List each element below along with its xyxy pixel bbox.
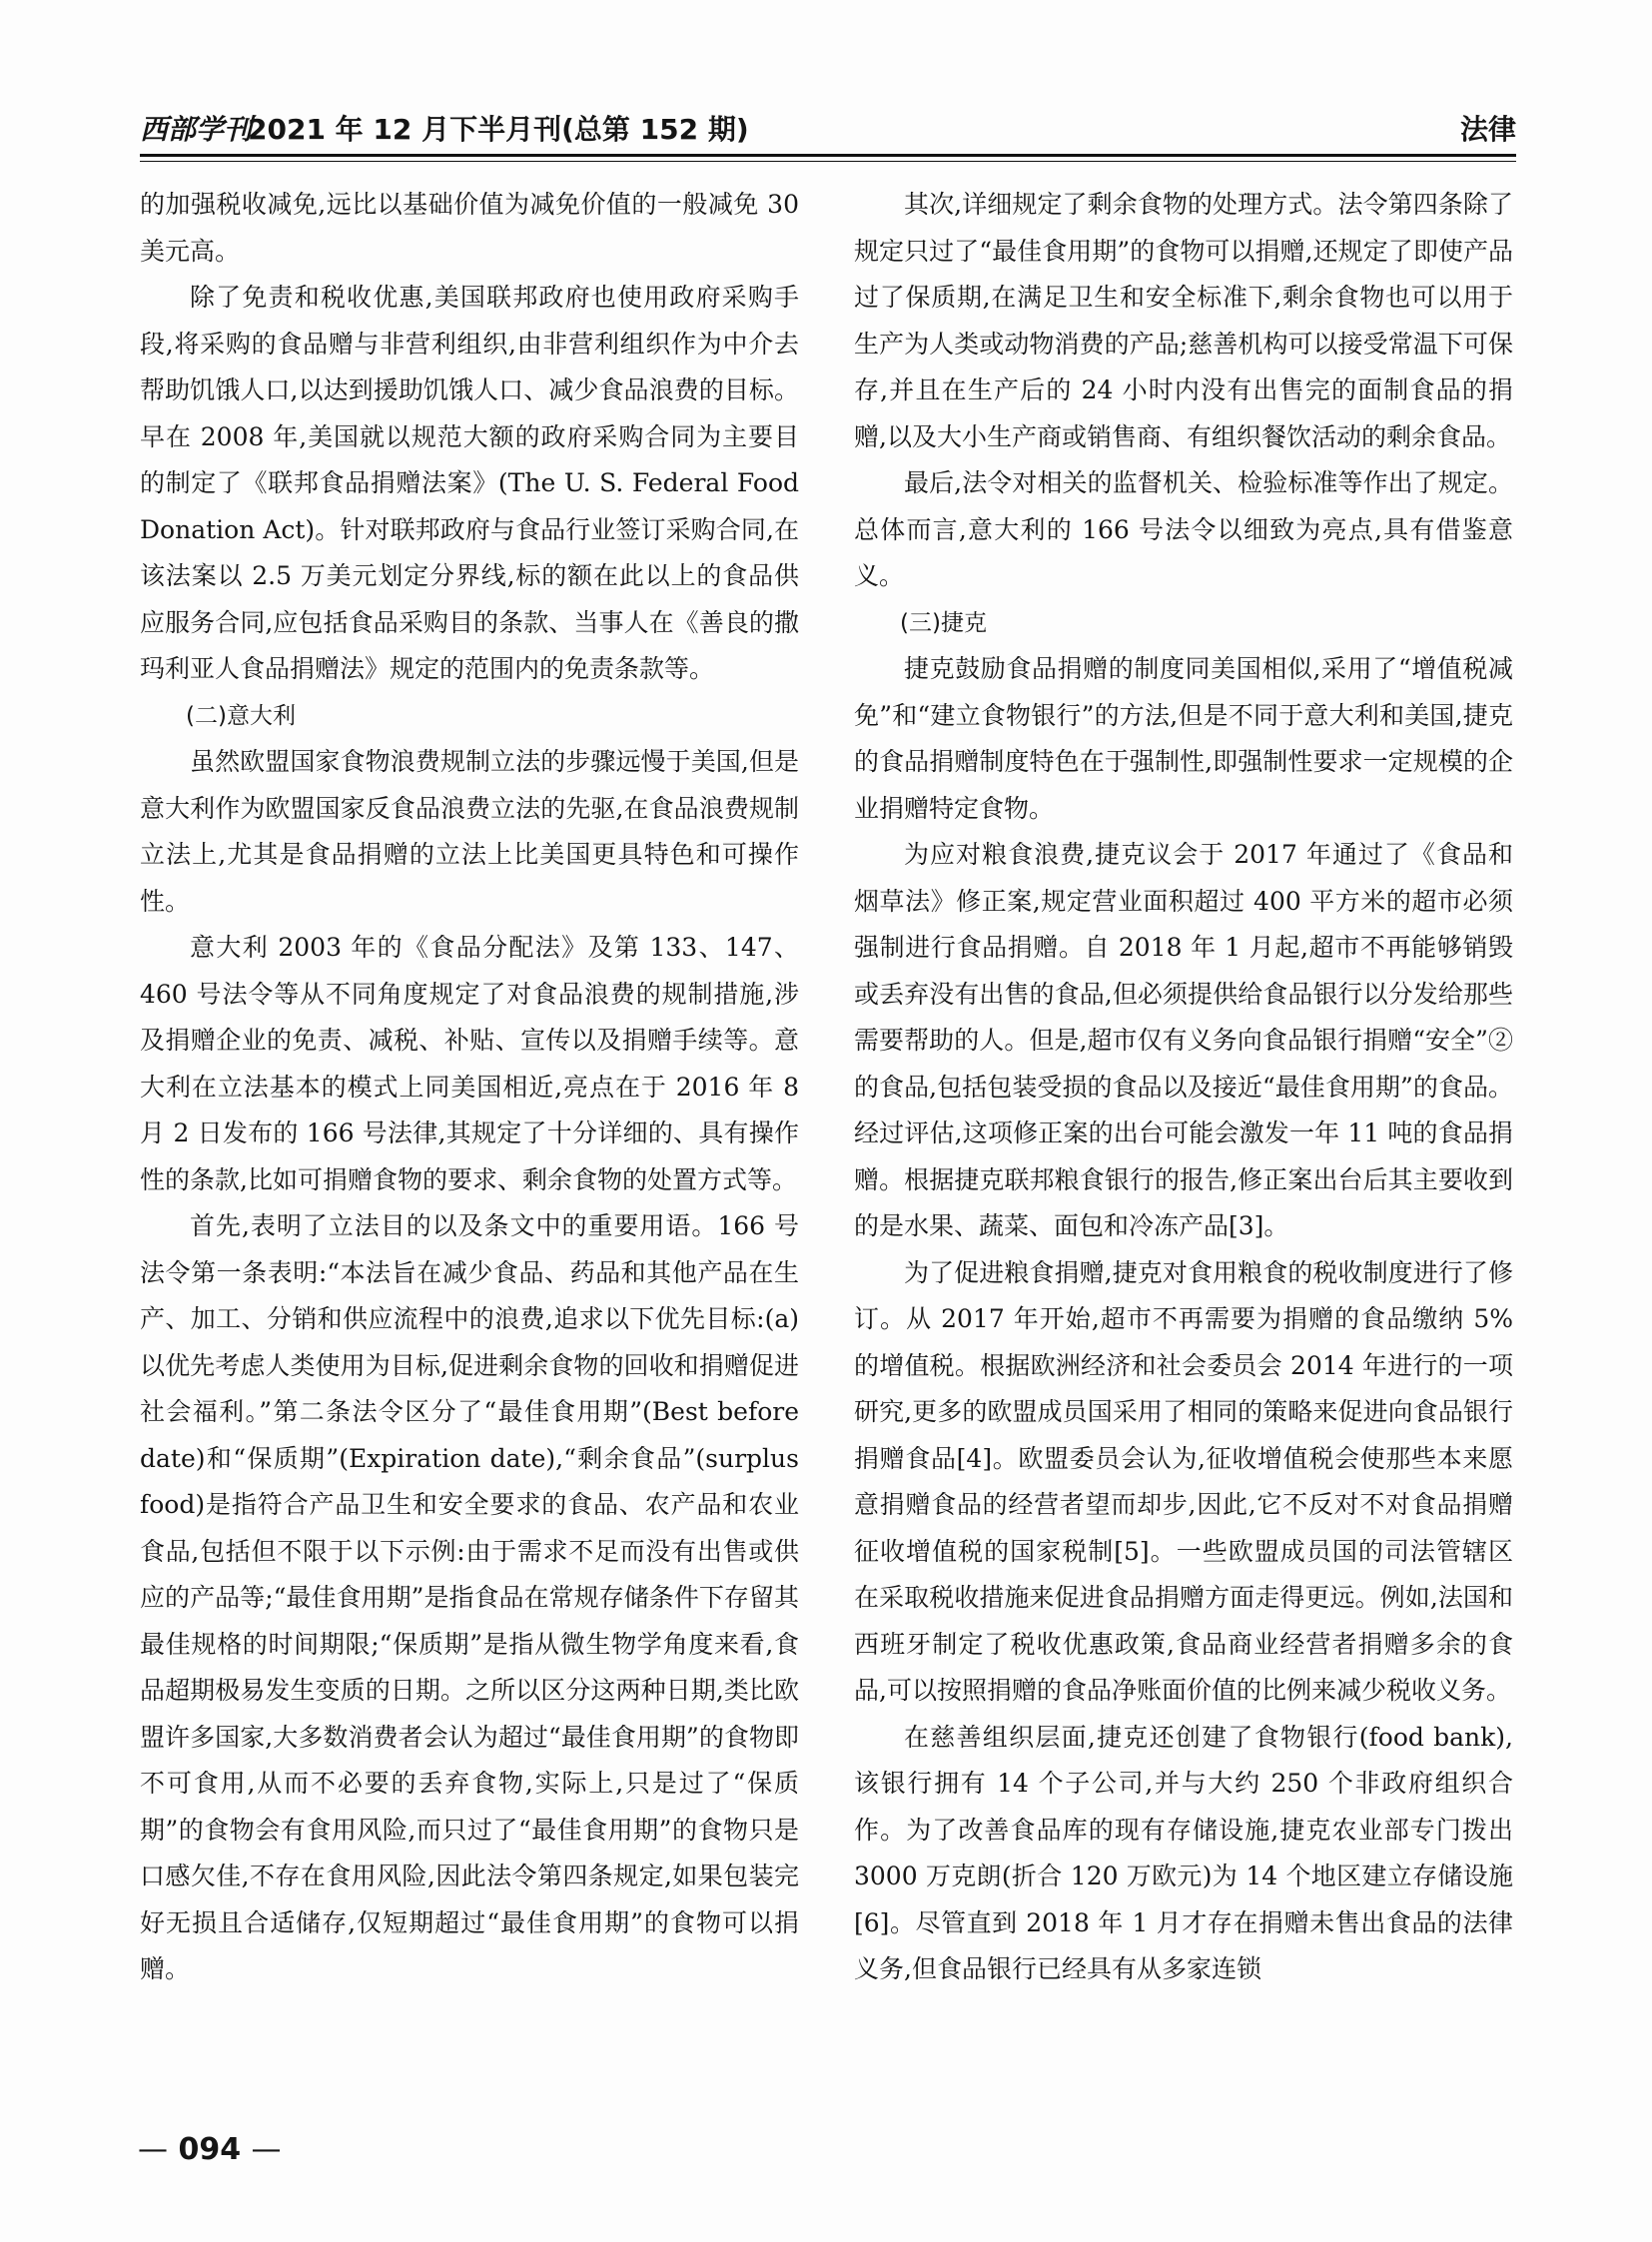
paragraph: 除了免责和税收优惠,美国联邦政府也使用政府采购手段,将采购的食品赠与非营利组织,由非营利组织作为中介去帮助饥饿人口,以达到援助饥饿人口、减少食品浪费的目标。早在 2008 年,美国就以规范大额的政府采购合同为主要目的制定了《联邦食品捐赠法案》(The U. S. Federal Food Donation Act)。针对联邦政府与食品行业签订采购合同,在该法案以 2.5 万美元划定分界线,标的额在此以上的食品供应服务合同,应包括食品采购目的条款、当事人在《善良的撒玛利亚人食品捐赠法》规定的范围内的免责条款等。	[140, 283, 799, 683]
journal-logo: 西部学刊	[140, 113, 253, 146]
paragraph: 首先,表明了立法目的以及条文中的重要用语。166 号法令第一条表明:“本法旨在减少食品、药品和其他产品在生产、加工、分销和供应流程中的浪费,追求以下优先目标:(a)以优先考虑人类使用为目标,促进剩余食物的回收和捐赠促进社会福利。”第二条法令区分了“最佳食用期”(Best before date)和“保质期”(Expiration date),“剩余食品”(surplus food)是指符合产品卫生和安全要求的食品、农产品和农业食品,包括但不限于以下示例:由于需求不足而没有出售或供应的产品等;“最佳食用期”是指食品在常规存储条件下存留其最佳规格的时间期限;“保质期”是指从微生物学角度来看,食品超期极易发生变质的日期。之所以区分这两种日期,类比欧盟许多国家,大多数消费者会认为超过“最佳食用期”的食物即不可食用,从而不必要的丢弃食物,实际上,只是过了“保质期”的食物会有食用风险,而只过了“最佳食用期”的食物只是口感欠佳,不存在食用风险,因此法令第四条规定,如果包装完好无损且合适储存,仅短期超过“最佳食用期”的食物可以捐赠。	[140, 1211, 799, 1983]
page-footer	[138, 2132, 282, 2167]
right-column	[854, 182, 1513, 1993]
section-heading: (三)捷克	[900, 609, 987, 636]
paragraph: 虽然欧盟国家食物浪费规制立法的步骤远慢于美国,但是意大利作为欧盟国家反食品浪费立法的先驱,在食品浪费规制立法上,尤其是食品捐赠的立法上比美国更具特色和可操作性。	[140, 747, 799, 916]
section-heading: (二)意大利	[186, 702, 296, 729]
header-rule-thin	[140, 161, 1516, 162]
issue-info: 2021 年 12 月下半月刊(总第 152 期)	[248, 113, 749, 146]
page-number: 094	[178, 2132, 242, 2167]
left-column	[140, 182, 799, 1993]
footer-dash-left: —	[138, 2132, 168, 2167]
paragraph: 捷克鼓励食品捐赠的制度同美国相似,采用了“增值税减免”和“建立食物银行”的方法,但是不同于意大利和美国,捷克的食品捐赠制度特色在于强制性,即强制性要求一定规模的企业捐赠特定食物。	[854, 654, 1513, 823]
running-header	[140, 108, 1516, 160]
paragraph: 最后,法令对相关的监督机关、检验标准等作出了规定。总体而言,意大利的 166 号法令以细致为亮点,具有借鉴意义。	[854, 468, 1513, 590]
paragraph: 为了促进粮食捐赠,捷克对食用粮食的税收制度进行了修订。从 2017 年开始,超市不再需要为捐赠的食品缴纳 5% 的增值税。根据欧洲经济和社会委员会 2014 年进行的一项研究,更多的欧盟成员国采用了相同的策略来促进向食品银行捐赠食品[4]。欧盟委员会认为,征收增值税会使那些本来愿意捐赠食品的经营者望而却步,因此,它不反对不对食品捐赠征收增值税的国家税制[5]。一些欧盟成员国的司法管辖区在采取税收措施来促进食品捐赠方面走得更远。例如,法国和西班牙制定了税收优惠政策,食品商业经营者捐赠多余的食品,可以按照捐赠的食品净账面价值的比例来减少税收义务。	[854, 1257, 1513, 1705]
paragraph: 其次,详细规定了剩余食物的处理方式。法令第四条除了规定只过了“最佳食用期”的食物可以捐赠,还规定了即使产品过了保质期,在满足卫生和安全标准下,剩余食物也可以用于生产为人类或动物消费的产品;慈善机构可以接受常温下可保存,并且在生产后的 24 小时内没有出售完的面制食品的捐赠,以及大小生产商或销售商、有组织餐饮活动的剩余食品。	[854, 190, 1513, 451]
footer-dash-right: —	[251, 2132, 282, 2167]
section-title: 法律	[1459, 113, 1516, 146]
paragraph: 意大利 2003 年的《食品分配法》及第 133、147、460 号法令等从不同角度规定了对食品浪费的规制措施,涉及捐赠企业的免责、减税、补贴、宣传以及捐赠手续等。意大利在立法基本的模式上同美国相近,亮点在于 2016 年 8 月 2 日发布的 166 号法律,其规定了十分详细的、具有操作性的条款,比如可捐赠食物的要求、剩余食物的处置方式等。	[140, 933, 799, 1194]
header-rule-thick	[140, 154, 1516, 157]
paragraph: 为应对粮食浪费,捷克议会于 2017 年通过了《食品和烟草法》修正案,规定营业面积超过 400 平方米的超市必须强制进行食品捐赠。自 2018 年 1 月起,超市不再能够销毁或丢弃没有出售的食品,但必须提供给食品银行以分发给那些需要帮助的人。但是,超市仅有义务向食品银行捐赠“安全”②的食品,包括包装受损的食品以及接近“最佳食用期”的食品。经过评估,这项修正案的出台可能会激发一年 11 吨的食品捐赠。根据捷克联邦粮食银行的报告,修正案出台后其主要收到的是水果、蔬菜、面包和冷冻产品[3]。	[854, 840, 1513, 1240]
paragraph: 的加强税收减免,远比以基础价值为减免价值的一般减免 30 美元高。	[140, 190, 799, 266]
paragraph: 在慈善组织层面,捷克还创建了食物银行(food bank),该银行拥有 14 个子公司,并与大约 250 个非政府组织合作。为了改善食品库的现有存储设施,捷克农业部专门拨出 3000 万克朗(折合 120 万欧元)为 14 个地区建立存储设施[6]。尽管直到 2018 年 1 月才存在捐赠未售出食品的法律义务,但食品银行已经具有从多家连锁	[854, 1722, 1513, 1983]
